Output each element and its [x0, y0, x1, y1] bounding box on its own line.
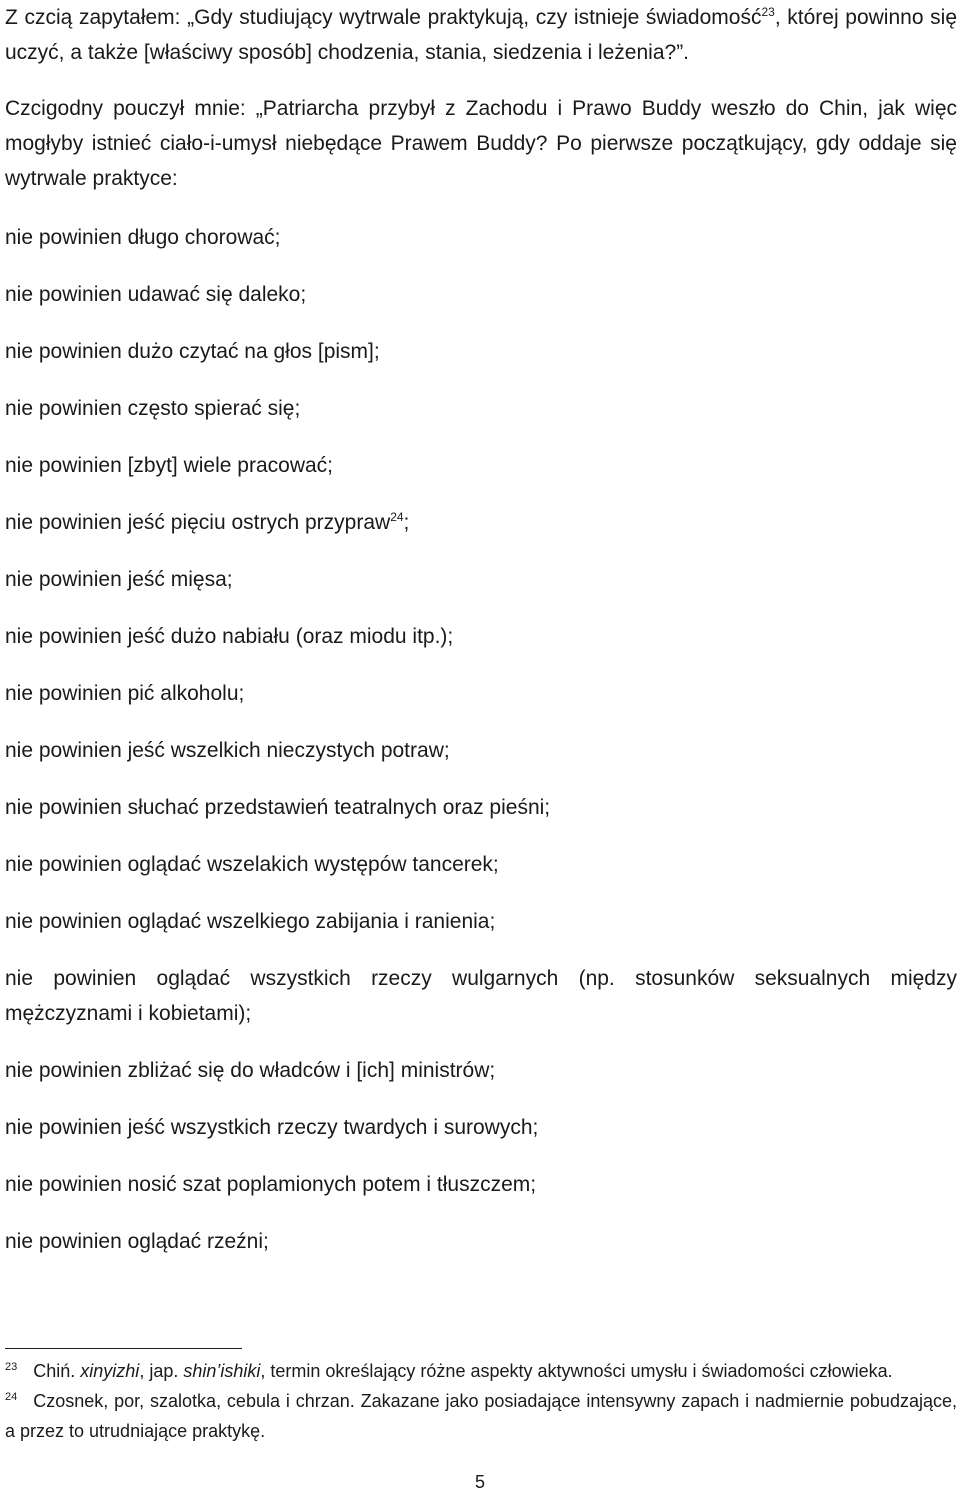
- rule-item: nie powinien pić alkoholu;: [5, 682, 245, 705]
- paragraph-question: [5, 0, 957, 70]
- rule-item: nie powinien słuchać przedstawień teatralnych oraz pieśni;: [5, 796, 551, 819]
- rule-item: nie powinien jeść wszystkich rzeczy twardych i surowych;: [5, 1116, 539, 1139]
- footnote-ref-24[interactable]: 24: [390, 510, 404, 524]
- rule-item: nie powinien długo chorować;: [5, 226, 281, 249]
- rule-item: nie powinien często spierać się;: [5, 397, 301, 420]
- rule-item: nie powinien oglądać wszystkich rzeczy wulgarnych (np. stosunków seksualnych między mężczyznami i kobietami);: [5, 967, 957, 1025]
- footnote-ref-23[interactable]: 23: [761, 5, 775, 19]
- rule-item: nie powinien jeść wszelkich nieczystych potraw;: [5, 739, 450, 762]
- rule-item: nie powinien jeść mięsa;: [5, 568, 233, 591]
- rule-item: nie powinien udawać się daleko;: [5, 283, 307, 306]
- footnote-text: , termin określający różne aspekty aktywności umysłu i świadomości człowieka.: [260, 1361, 893, 1381]
- rule-item: nie powinien oglądać rzeźni;: [5, 1230, 269, 1253]
- footnote-term-japanese: shin’ishiki: [183, 1361, 261, 1381]
- page-number: 5: [474, 1472, 485, 1492]
- footnotes: [5, 1356, 957, 1446]
- footnote-text: , jap.: [139, 1361, 184, 1381]
- footnote-text: Czosnek, por, szalotka, cebula i chrzan. Zakazane jako posiadające intensywny zapach i nadmiernie pobudzające, a przez to utrudniające praktykę.: [5, 1391, 957, 1441]
- footnote-term-chinese: xinyizhi: [80, 1361, 140, 1381]
- footnote-number: 23: [5, 1361, 18, 1373]
- rule-item: nie powinien jeść dużo nabiału (oraz miodu itp.);: [5, 625, 454, 648]
- rule-item: nie powinien oglądać wszelkiego zabijania i ranienia;: [5, 910, 496, 933]
- rule-item: nie powinien zbliżać się do władców i [ich] ministrów;: [5, 1059, 496, 1082]
- footnote-24: [5, 1386, 957, 1446]
- footnote-number: 24: [5, 1391, 18, 1403]
- rule-item-punct: ;: [403, 511, 410, 534]
- paragraph-question-text-b: , której powinno się uczyć, a także [właściwy sposób] chodzenia, stania, siedzenia i leżenia?”.: [5, 6, 957, 64]
- rule-item: nie powinien nosić szat poplamionych potem i tłuszczem;: [5, 1173, 537, 1196]
- footnote-23: [5, 1356, 957, 1386]
- footnote-text: Chiń.: [33, 1361, 81, 1381]
- rule-item-text: nie powinien jeść pięciu ostrych przypraw: [5, 511, 391, 534]
- paragraph-question-text-a: Z czcią zapytałem: „Gdy studiujący wytrwale praktykują, czy istnieje świadomość: [5, 6, 762, 29]
- rules-list: [5, 220, 957, 1281]
- rule-item: [5, 505, 957, 540]
- paragraph-answer: Czcigodny pouczył mnie: „Patriarcha przybył z Zachodu i Prawo Buddy weszło do Chin, jak więc mogłyby istnieć ciało-i-umysł niebędące Prawem Buddy? Po pierwsze początkujący, gdy oddaje się wytrwale praktyce:: [5, 97, 957, 190]
- footnote-divider: [5, 1348, 242, 1349]
- rule-item: nie powinien dużo czytać na głos [pism];: [5, 340, 380, 363]
- rule-item: nie powinien oglądać wszelakich występów tancerek;: [5, 853, 499, 876]
- rule-item: nie powinien [zbyt] wiele pracować;: [5, 454, 334, 477]
